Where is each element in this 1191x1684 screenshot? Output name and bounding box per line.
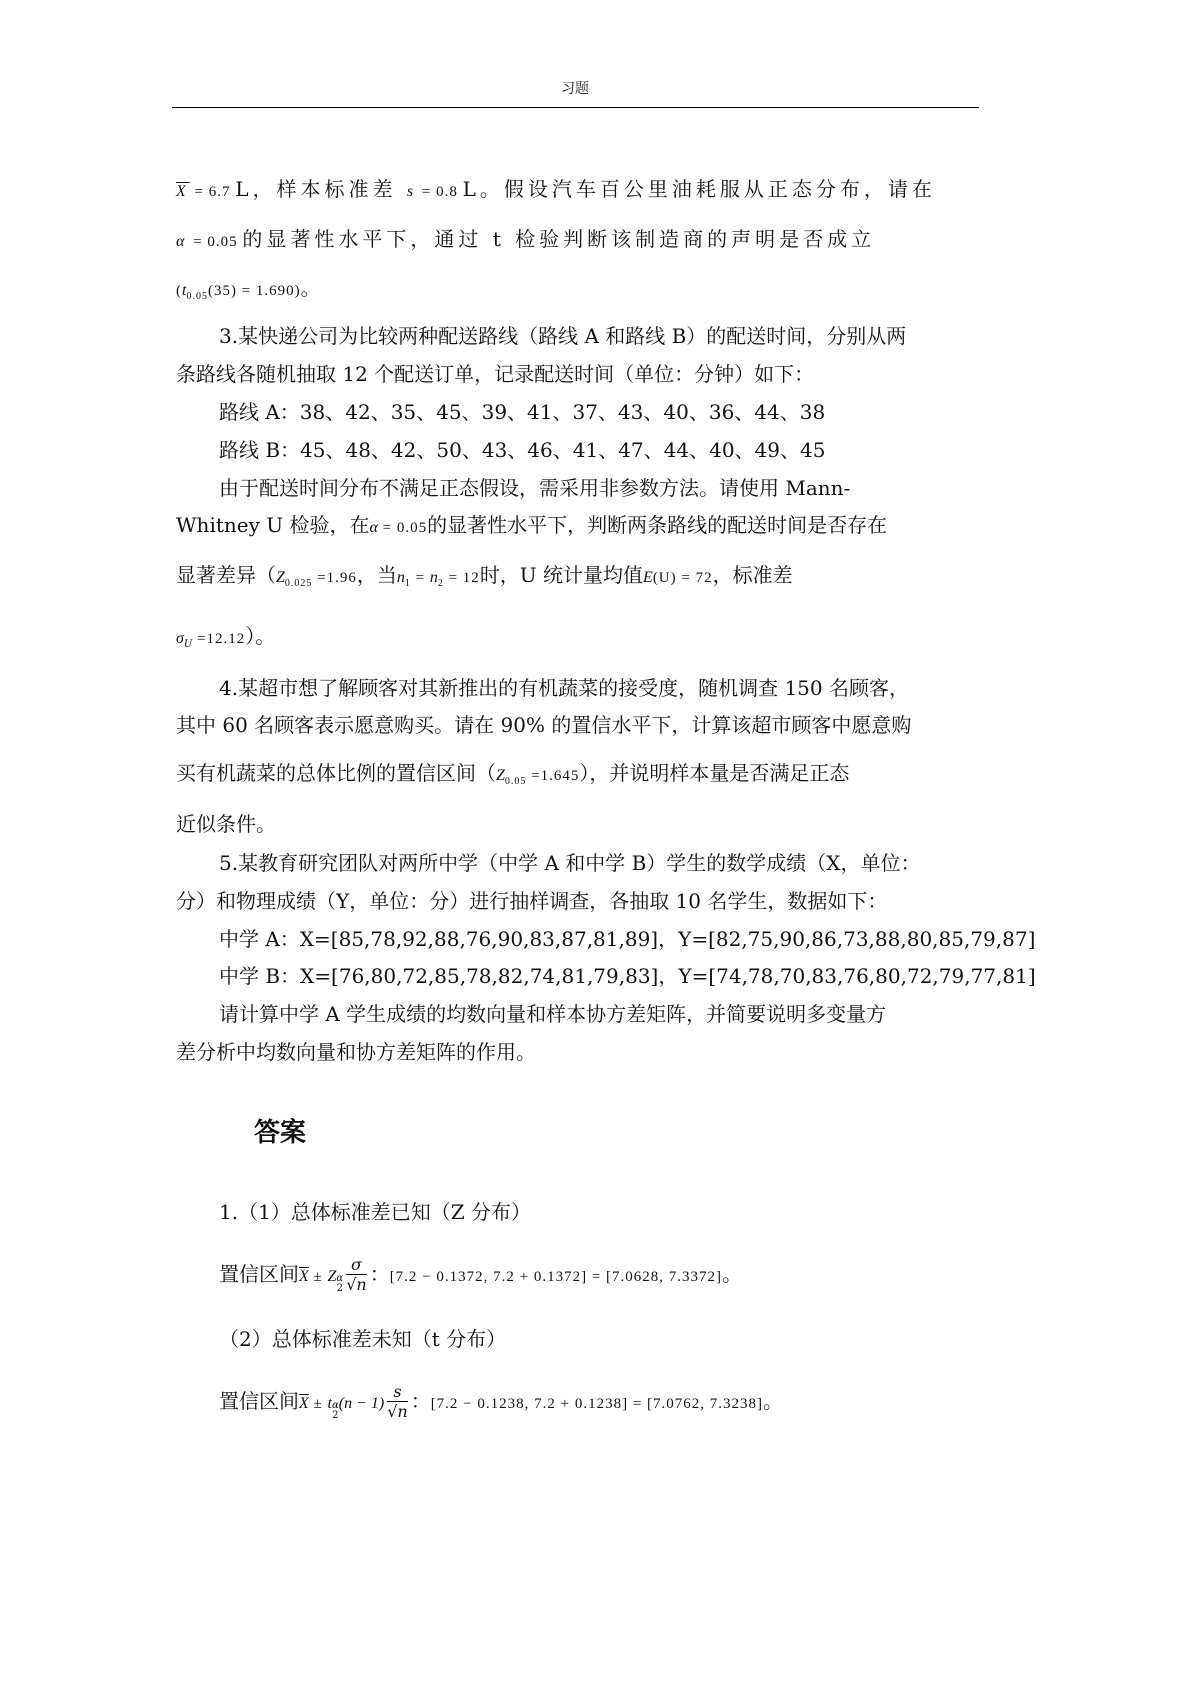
page-header: 习题	[561, 81, 589, 97]
q5-line-2: 分）和物理成绩（Y，单位：分）进行抽样调查，各抽取 10 名学生，数据如下：	[176, 889, 888, 913]
xbar-symbol: $\overline{X}$	[176, 183, 190, 200]
answer-2-ci: 置信区间$\overline{X} \pm t$ α 2 (n − 1) $\frac{s}{√n}$ ：[7.2 − 0.1238, 7.2 + 0.1238] = [7.0762, 7.3238]。	[219, 1382, 784, 1421]
q2-line-1: $\overline{X} = 6.7$ L，样本标准差 s = 0.8 L。假设汽车百公里油耗服从正态分布，请在	[176, 177, 936, 201]
q5-line-1: 5.某教育研究团队对两所中学（中学 A 和中学 B）学生的数学成绩（X，单位：	[219, 851, 921, 875]
q4-line-3: 买有机蔬菜的总体比例的置信区间$(Z_{0.05} =1.645)$，并说明样本量是否满足正态	[176, 761, 850, 787]
q5-line-5: 请计算中学 A 学生成绩的均数向量和样本协方差矩阵，并简要说明多变量方	[219, 1002, 887, 1026]
q4-line-2: 其中 60 名顾客表示愿意购买。请在 90% 的置信水平下，计算该超市顾客中愿意购	[176, 713, 912, 737]
q5-school-b: 中学 B：X=[76,80,72,85,78,82,74,81,79,83]，Y=[74,78,70,83,76,80,72,79,77,81]	[219, 964, 1036, 988]
sigma-over-sqrt-n: $\frac{\sigma}{√n}$	[346, 1255, 367, 1294]
q4-line-4: 近似条件。	[176, 812, 276, 836]
q3-line-5: 由于配送时间分布不满足正态假设，需采用非参数方法。请使用 Mann-	[219, 476, 851, 500]
answer-1-part-1: 1.（1）总体标准差已知（Z 分布）	[219, 1200, 532, 1224]
q3-line-1: 3.某快递公司为比较两种配送路线（路线 A 和路线 B）的配送时间，分别从两	[219, 324, 907, 348]
q4-line-1: 4.某超市想了解顾客对其新推出的有机蔬菜的接受度，随机调查 150 名顾客，	[219, 676, 909, 700]
q5-line-6: 差分析中均数向量和协方差矩阵的作用。	[176, 1040, 536, 1064]
answers-title: 答案	[254, 1118, 307, 1148]
q3-line-2: 条路线各随机抽取 12 个配送订单，记录配送时间（单位：分钟）如下：	[176, 362, 815, 386]
q3-route-a: 路线 A：38、42、35、45、39、41、37、43、40、36、44、38	[219, 400, 826, 424]
q3-line-6: Whitney U 检验，在α = 0.05的显著性水平下，判断两条路线的配送时间是否存在	[176, 513, 888, 537]
answer-1-part-2: （2）总体标准差未知（t 分布）	[219, 1327, 507, 1351]
q5-school-a: 中学 A：X=[85,78,92,88,76,90,83,87,81,89]，Y=[82,75,90,86,73,88,80,85,79,87]	[219, 927, 1036, 951]
header-rule	[172, 107, 979, 108]
q3-line-8: $\sigma_U =12.12$）。	[176, 624, 276, 650]
q3-line-7: 显著差异（$Z_{0.025} =1.96$，当$n_1 = n_2 = 12$时，U 统计量均值E(U) = 72，标准差	[176, 563, 793, 589]
q3-route-b: 路线 B：45、48、42、50、43、46、41、47、44、40、49、45	[219, 438, 826, 462]
q2-line-2: α = 0.05 的显著性水平下，通过 t 检验判断该制造商的声明是否成立	[176, 227, 876, 251]
s-over-sqrt-n: $\frac{s}{√n}$	[387, 1382, 408, 1421]
q2-line-3: $(t_{0.05}(35) = 1.690)$。	[176, 276, 321, 302]
answer-1-ci: 置信区间$\overline{X} \pm Z$ α 2 $\frac{\sigma}{√n}$ ：[7.2 − 0.1372, 7.2 + 0.1372] = [7.0628, 7.3372]。	[219, 1255, 743, 1294]
